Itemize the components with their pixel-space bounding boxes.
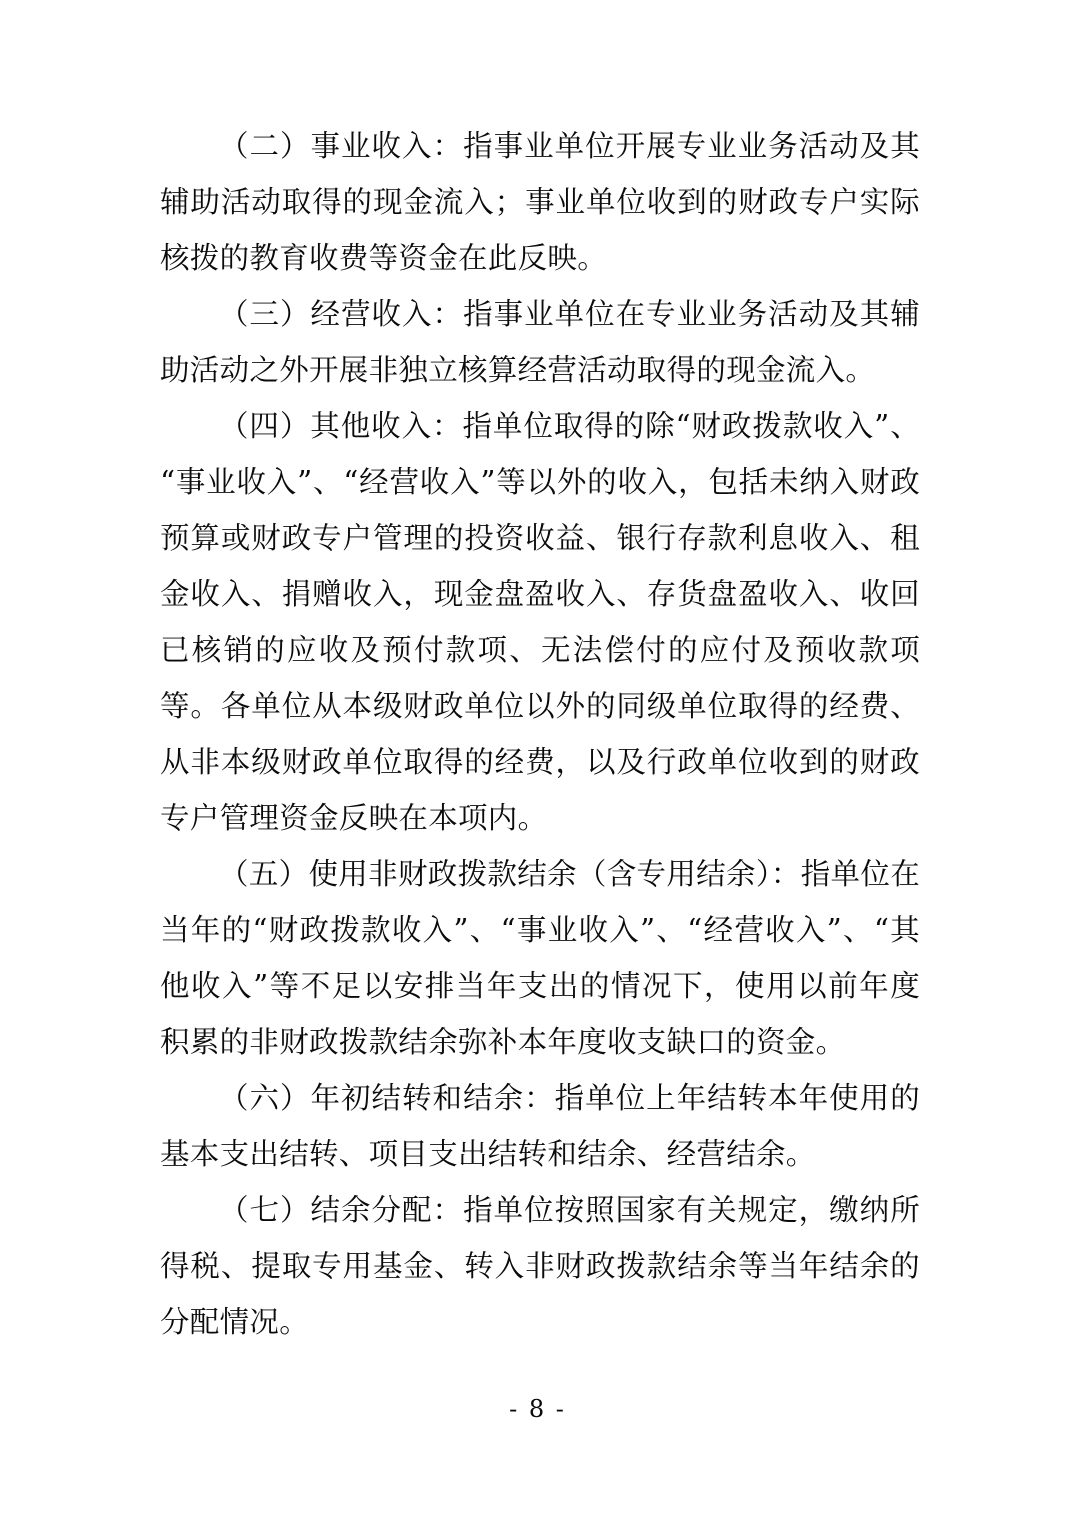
paragraph-item: （五）使用非财政拨款结余（含专用结余）：指单位在当年的“财政拨款收入”、“事业收入”、“经营收入”、“其他收入”等不足以安排当年支出的情况下，使用以前年度积累的非财政拨款结余弥补本年度收支缺口的资金。 bbox=[160, 857, 920, 1059]
page-number: - 8 - bbox=[509, 1395, 566, 1423]
paragraph-item: （七）结余分配：指单位按照国家有关规定，缴纳所得税、提取专用基金、转入非财政拨款结余等当年结余的分配情况。 bbox=[160, 1193, 920, 1339]
document-body bbox=[160, 118, 920, 1350]
paragraph-item: （二）事业收入：指事业单位开展专业业务活动及其辅助活动取得的现金流入；事业单位收到的财政专户实际核拨的教育收费等资金在此反映。 bbox=[160, 129, 920, 275]
paragraph-item: （六）年初结转和结余：指单位上年结转本年使用的基本支出结转、项目支出结转和结余、经营结余。 bbox=[160, 1081, 920, 1171]
paragraph-item: （四）其他收入：指单位取得的除“财政拨款收入”、“事业收入”、“经营收入”等以外的收入，包括未纳入财政预算或财政专户管理的投资收益、银行存款利息收入、租金收入、捐赠收入，现金盘盈收入、存货盘盈收入、收回已核销的应收及预付款项、无法偿付的应付及预收款项等。各单位从本级财政单位以外的同级单位取得的经费、从非本级财政单位取得的经费，以及行政单位收到的财政专户管理资金反映在本项内。 bbox=[160, 409, 920, 835]
paragraph-item: （三）经营收入：指事业单位在专业业务活动及其辅助活动之外开展非独立核算经营活动取得的现金流入。 bbox=[160, 297, 920, 387]
